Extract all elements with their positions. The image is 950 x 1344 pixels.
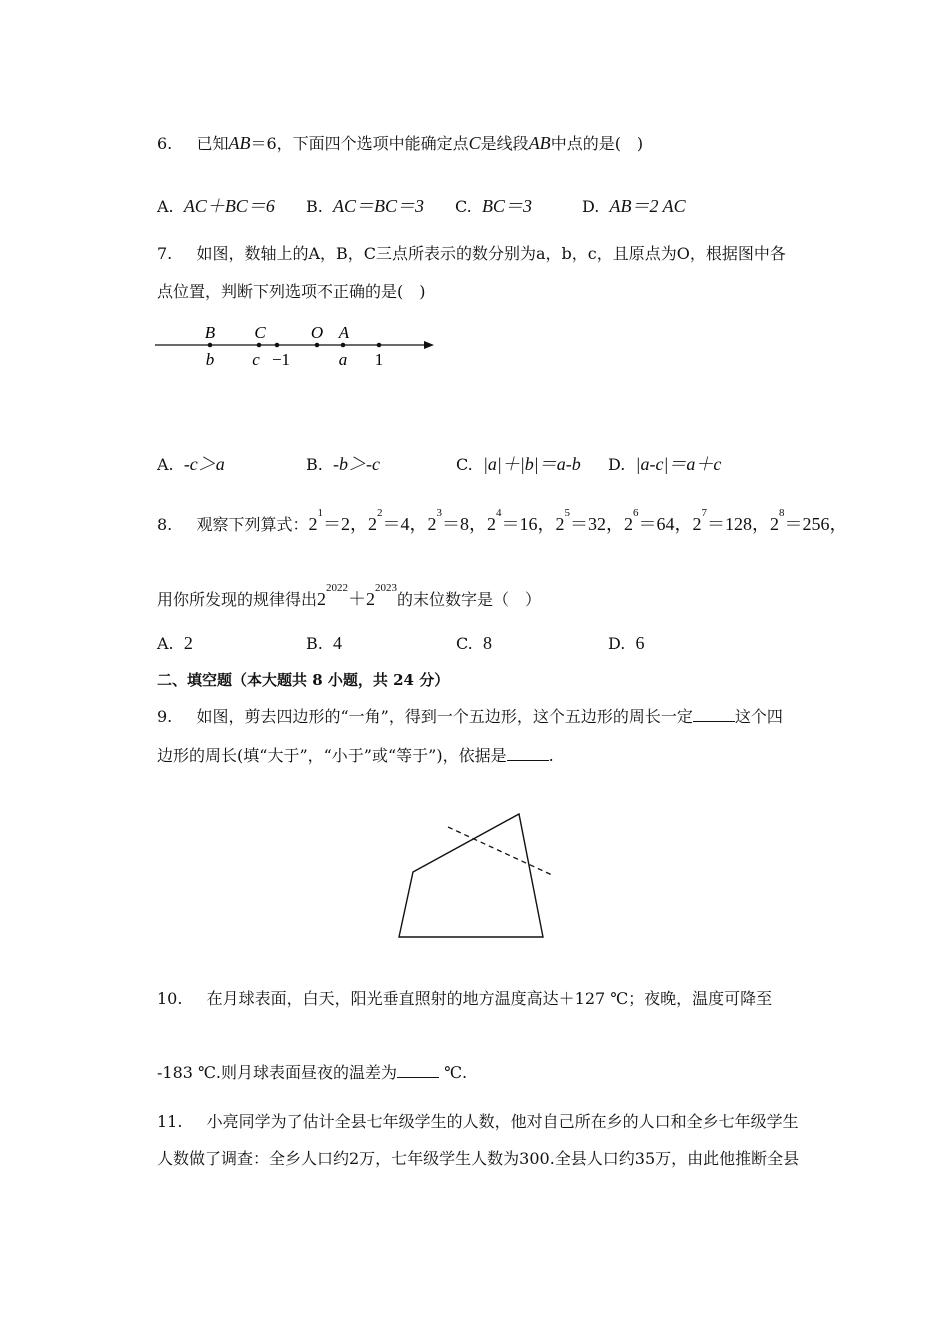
q7-stem-line2: 点位置，判断下列选项不正确的是( ) xyxy=(157,282,426,301)
q6-option-c[interactable]: C. BC＝3 xyxy=(455,196,532,216)
label-C: C xyxy=(254,323,266,342)
q10-number: 10. xyxy=(157,989,183,1008)
point-o xyxy=(315,343,320,348)
q6-option-b[interactable]: B. AC＝BC＝3 xyxy=(306,196,425,216)
q7-number: 7. xyxy=(157,244,173,263)
q8-stem-line1: 8. 观察下列算式：$2^1=2$，$2^2=4$，$2^3=8$，$2^4=16$，$2^5=32$，$2^6=64$，$2^7=128$，$2^8=256$， xyxy=(157,507,848,534)
q7-option-b[interactable]: B. -b＞-c xyxy=(306,454,380,474)
q6-option-a[interactable]: A. AC＋BC＝6 xyxy=(157,196,275,216)
label-A: A xyxy=(338,323,350,342)
q6-option-d[interactable]: D. AB＝2 AC xyxy=(582,196,686,216)
q9-number: 9. xyxy=(157,707,173,726)
label-O: O xyxy=(310,323,324,342)
label-B: B xyxy=(204,323,216,342)
number-line-figure xyxy=(150,318,440,373)
power-8: $2^8=256$， xyxy=(769,507,848,534)
q10-stem-line2: -183 ℃.则月球表面昼夜的温差为 ℃. xyxy=(157,1063,468,1082)
point-b xyxy=(208,343,213,348)
q8-option-d[interactable]: D. 6 xyxy=(608,633,645,653)
power-3: $2^3=8$， xyxy=(427,507,487,534)
label-1: 1 xyxy=(374,350,384,369)
point-c xyxy=(257,343,262,348)
point-a xyxy=(341,343,346,348)
label-b: b xyxy=(205,350,215,369)
q9-stem-line1: 9. 如图，剪去四边形的“一角”，得到一个五边形，这个五边形的周长一定 这个四 xyxy=(157,707,783,726)
q8-option-c[interactable]: C. 8 xyxy=(456,633,492,653)
q7-stem-line1: 7. 如图，数轴上的A，B，C三点所表示的数分别为a，b，c，且原点为O，根据图中各 xyxy=(157,244,786,263)
label-c: c xyxy=(252,350,260,369)
point-one xyxy=(377,343,382,348)
q11-stem-line1: 11. 小亮同学为了估计全县七年级学生的人数，他对自己所在乡的人口和全乡七年级学生 xyxy=(157,1112,799,1131)
q11-stem-line2: 人数做了调查：全乡人口约2万，七年级学生人数为300.全县人口约35万，由此他推断全县 xyxy=(157,1149,800,1168)
section-title-fill-in: 二、填空题（本大题共 8 小题，共 24 分） xyxy=(157,671,450,689)
q6-stem: 6. 已知AB＝6，下面四个选项中能确定点C是线段AB中点的是( ) xyxy=(157,133,644,153)
q8-option-a[interactable]: A. 2 xyxy=(157,633,193,653)
q11-number: 11. xyxy=(157,1112,183,1131)
power-2: $2^2=4$， xyxy=(367,507,428,534)
power-6: $2^6=64$， xyxy=(623,507,693,534)
q7-option-c[interactable]: C. |a|＋|b|＝a-b xyxy=(456,454,581,474)
q10-blank[interactable] xyxy=(397,1063,439,1078)
q7-option-a[interactable]: A. -c＞a xyxy=(157,454,225,474)
q6-number: 6. xyxy=(157,134,173,153)
q7-option-d[interactable]: D. |a-c|＝a＋c xyxy=(608,454,722,474)
power-7: $2^7=128$， xyxy=(692,507,770,534)
power-4: $2^4=16$， xyxy=(486,507,556,534)
label-a: a xyxy=(338,350,348,369)
number-line-arrow xyxy=(424,341,434,349)
q9-stem-line2: 边形的周长(填“大于”，“小于”或“等于”)，依据是 . xyxy=(157,746,554,765)
label-minus-1: −1 xyxy=(271,350,291,369)
cut-line xyxy=(448,827,552,875)
power-5: $2^5=32$， xyxy=(555,507,624,534)
point-minus-one xyxy=(275,343,280,348)
q10-stem-line1: 10. 在月球表面，白天，阳光垂直照射的地方温度高达＋127 ℃；夜晚，温度可降至 xyxy=(157,989,773,1008)
q9-blank-1[interactable] xyxy=(693,707,735,722)
q8-stem-line2: 用你所发现的规律得出$2^{2022}+2^{2023}$的末位数字是（ ） xyxy=(157,582,542,609)
quadrilateral-shape xyxy=(399,814,543,937)
q9-blank-2[interactable] xyxy=(507,746,549,761)
power-1: $2^1=2$， xyxy=(308,507,368,534)
q8-option-b[interactable]: B. 4 xyxy=(306,633,343,653)
quadrilateral-figure xyxy=(390,805,560,945)
q8-number: 8. xyxy=(157,515,173,534)
